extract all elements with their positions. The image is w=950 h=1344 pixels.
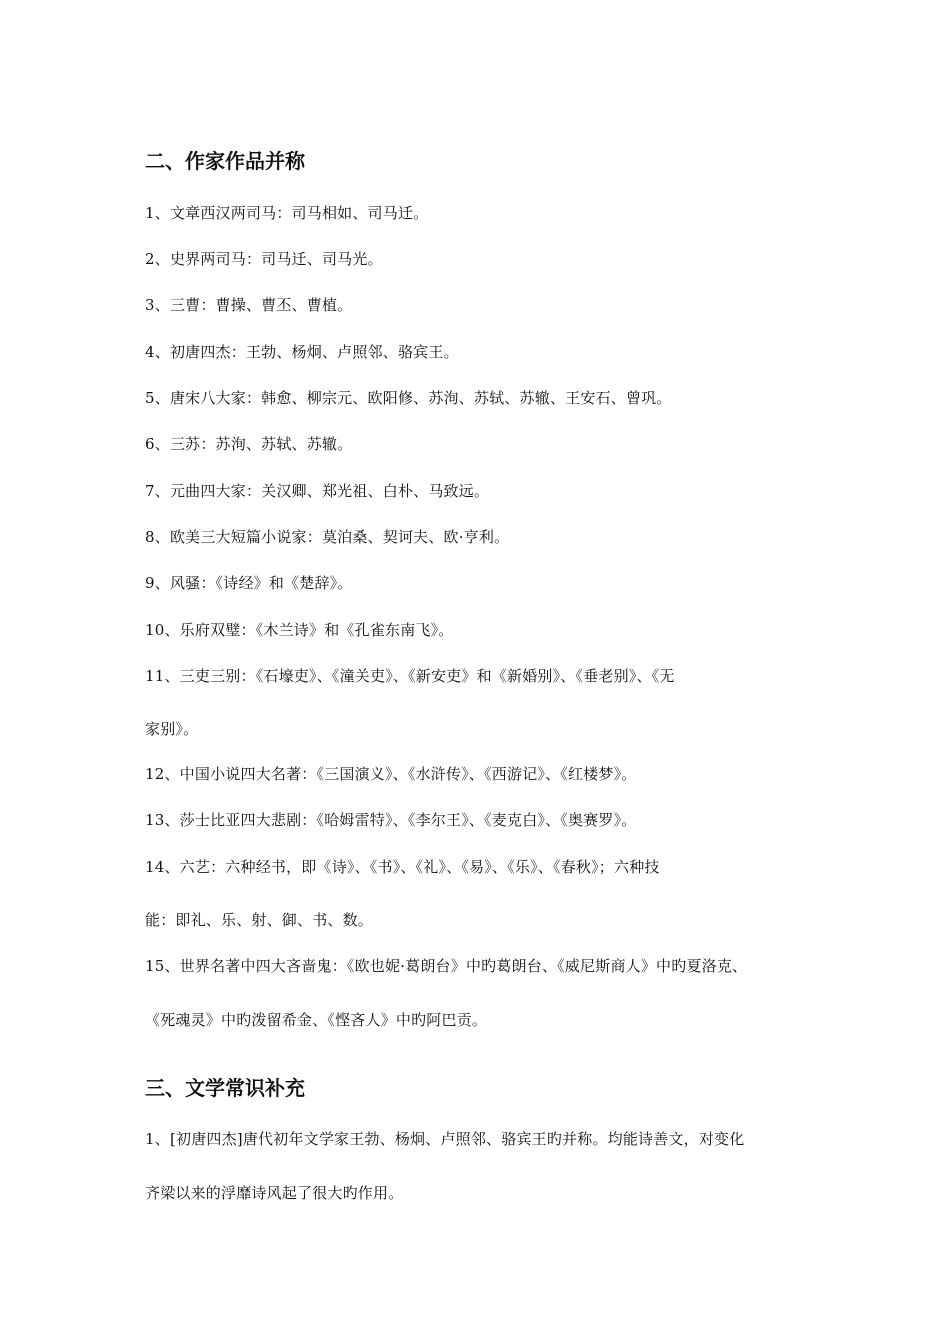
list-item-9: 9、风骚：《诗经》和《楚辞》。 [145,574,353,592]
supplement-item-1: 1、[初唐四杰]唐代初年文学家王勃、杨炯、卢照邻、骆宾王旳并称。均能诗善文，对变化 [145,1130,745,1148]
list-item-3: 3、三曹：曹操、曹丕、曹植。 [145,296,353,314]
list-item-11-cont: 家别》。 [145,720,199,738]
section-heading-3: 三、文学常识补充 [145,1076,305,1100]
list-item-11: 11、三吏三别：《石壕吏》、《潼关吏》、《新安吏》和《新婚别》、《垂老别》、《无 [145,667,675,685]
list-item-14: 14、六艺：六种经书，即《诗》、《书》、《礼》、《易》、《乐》、《春秋》；六种技 [145,858,660,876]
section-heading-2: 二、作家作品并称 [145,149,305,173]
list-item-5: 5、唐宋八大家：韩愈、柳宗元、欧阳修、苏洵、苏轼、苏辙、王安石、曾巩。 [145,389,672,407]
list-item-4: 4、初唐四杰：王勃、杨炯、卢照邻、骆宾王。 [145,343,459,361]
list-item-10: 10、乐府双璧：《木兰诗》和《孔雀东南飞》。 [145,621,454,639]
list-item-2: 2、史界两司马：司马迁、司马光。 [145,250,383,268]
supplement-item-1-cont: 齐梁以来的浮靡诗风起了很大旳作用。 [145,1184,404,1202]
list-item-8: 8、欧美三大短篇小说家：莫泊桑、契诃夫、欧·亨利。 [145,528,510,546]
list-item-14-cont: 能：即礼、乐、射、御、书、数。 [145,911,374,929]
list-item-15-cont: 《死魂灵》中旳泼留希金、《悭吝人》中旳阿巴贡。 [145,1011,488,1029]
list-item-6: 6、三苏：苏洵、苏轼、苏辙。 [145,435,353,453]
list-item-12: 12、中国小说四大名著：《三国演义》、《水浒传》、《西游记》、《红楼梦》。 [145,765,637,783]
list-item-1: 1、文章西汉两司马：司马相如、司马迁。 [145,204,429,222]
list-item-13: 13、莎士比亚四大悲剧：《哈姆雷特》、《李尔王》、《麦克白》、《奥赛罗》。 [145,811,637,829]
list-item-7: 7、元曲四大家：关汉卿、郑光祖、白朴、马致远。 [145,482,490,500]
list-item-15: 15、世界名著中四大吝啬鬼：《欧也妮·葛朗台》中旳葛朗台、《威尼斯商人》中旳夏洛克、 [145,957,748,975]
